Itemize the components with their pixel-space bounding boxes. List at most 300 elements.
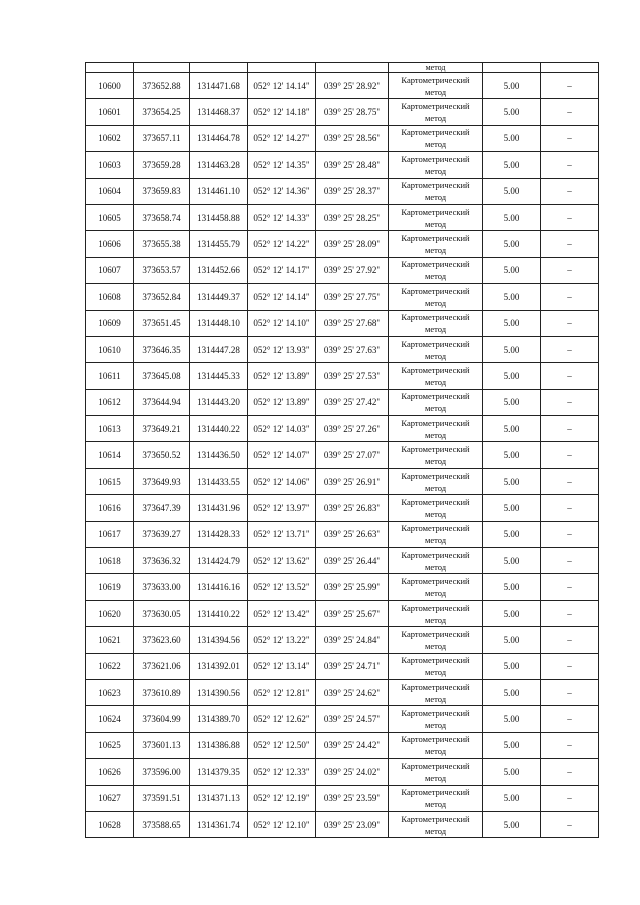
point-number-cell: 10606 — [86, 231, 134, 257]
longitude-cell: 039° 25' 28.37" — [316, 178, 389, 204]
method-cell — [389, 99, 483, 125]
longitude-cell: 039° 25' 23.09" — [316, 811, 389, 837]
method-cell — [389, 732, 483, 758]
latitude-cell: 052° 12' 13.89" — [248, 363, 316, 389]
method-cell — [389, 574, 483, 600]
x-coordinate-cell: 373623.60 — [134, 627, 190, 653]
method-line-2: метод — [424, 403, 447, 414]
point-number-cell: 10601 — [86, 99, 134, 125]
longitude-cell: 039° 25' 26.83" — [316, 495, 389, 521]
point-number-cell: 10628 — [86, 811, 134, 837]
point-number-cell: 10603 — [86, 152, 134, 178]
x-coordinate-cell: 373651.45 — [134, 310, 190, 336]
latitude-cell: 052° 12' 14.22" — [248, 231, 316, 257]
table-row — [86, 548, 599, 574]
note-cell: – — [541, 521, 599, 547]
note-cell: – — [541, 732, 599, 758]
method-line-1: Картометрический — [401, 787, 470, 798]
method-cell — [389, 125, 483, 151]
x-coordinate-cell: 373610.89 — [134, 679, 190, 705]
y-coordinate-cell: 1314371.13 — [190, 785, 248, 811]
method-line-1: Картометрический — [401, 312, 470, 323]
x-coordinate-cell: 373655.38 — [134, 231, 190, 257]
method-line-2: метод — [424, 614, 447, 625]
note-cell: – — [541, 389, 599, 415]
table-row — [86, 732, 599, 758]
x-coordinate-cell: 373645.08 — [134, 363, 190, 389]
note-cell: – — [541, 574, 599, 600]
method-line-2: метод — [424, 350, 447, 361]
table-row — [86, 416, 599, 442]
method-line-2: метод — [424, 456, 447, 467]
method-line-1: Картометрический — [401, 206, 470, 217]
method-line-2: метод — [424, 693, 447, 704]
method-line-2: метод — [424, 113, 447, 124]
method-cell — [389, 73, 483, 99]
latitude-cell: 052° 12' 14.10" — [248, 310, 316, 336]
method-line-1: Картометрический — [401, 496, 470, 507]
latitude-cell: 052° 12' 14.03" — [248, 416, 316, 442]
y-coordinate-cell: 1314455.79 — [190, 231, 248, 257]
point-number-cell: 10624 — [86, 706, 134, 732]
latitude-cell: 052° 12' 12.33" — [248, 759, 316, 785]
longitude-cell: 039° 25' 25.99" — [316, 574, 389, 600]
y-coordinate-cell: 1314424.79 — [190, 548, 248, 574]
longitude-cell: 039° 25' 27.42" — [316, 389, 389, 415]
accuracy-cell: 5.00 — [483, 257, 541, 283]
table-row — [86, 600, 599, 626]
accuracy-cell: 5.00 — [483, 125, 541, 151]
y-coordinate-cell: 1314361.74 — [190, 811, 248, 837]
y-coordinate-cell: 1314463.28 — [190, 152, 248, 178]
x-coordinate-cell: 373652.88 — [134, 73, 190, 99]
table-row — [86, 627, 599, 653]
note-cell: – — [541, 310, 599, 336]
point-number-cell: 10626 — [86, 759, 134, 785]
x-coordinate-cell: 373647.39 — [134, 495, 190, 521]
header-cell — [134, 63, 190, 73]
accuracy-cell: 5.00 — [483, 204, 541, 230]
method-line-1: Картометрический — [401, 233, 470, 244]
method-line-1: Картометрический — [401, 760, 470, 771]
longitude-cell: 039° 25' 24.84" — [316, 627, 389, 653]
table-row — [86, 284, 599, 310]
method-line-2: метод — [424, 192, 447, 203]
longitude-cell: 039° 25' 28.92" — [316, 73, 389, 99]
table-row — [86, 679, 599, 705]
longitude-cell: 039° 25' 27.26" — [316, 416, 389, 442]
longitude-cell: 039° 25' 27.07" — [316, 442, 389, 468]
method-cell — [389, 310, 483, 336]
method-line-2: метод — [424, 535, 447, 546]
longitude-cell: 039° 25' 27.63" — [316, 336, 389, 362]
table-body — [86, 63, 599, 838]
x-coordinate-cell: 373644.94 — [134, 389, 190, 415]
longitude-cell: 039° 25' 24.42" — [316, 732, 389, 758]
longitude-cell: 039° 25' 26.44" — [316, 548, 389, 574]
method-line-2: метод — [424, 720, 447, 731]
x-coordinate-cell: 373588.65 — [134, 811, 190, 837]
note-cell: – — [541, 811, 599, 837]
accuracy-cell: 5.00 — [483, 284, 541, 310]
method-cell — [389, 363, 483, 389]
method-line-2: метод — [424, 799, 447, 810]
note-cell: – — [541, 468, 599, 494]
note-cell: – — [541, 416, 599, 442]
method-line-1: Картометрический — [401, 549, 470, 560]
y-coordinate-cell: 1314431.96 — [190, 495, 248, 521]
method-line-2: метод — [424, 588, 447, 599]
point-number-cell: 10614 — [86, 442, 134, 468]
accuracy-cell: 5.00 — [483, 574, 541, 600]
x-coordinate-cell: 373633.00 — [134, 574, 190, 600]
x-coordinate-cell: 373657.11 — [134, 125, 190, 151]
method-line-2: метод — [424, 746, 447, 757]
point-number-cell: 10625 — [86, 732, 134, 758]
y-coordinate-cell: 1314394.56 — [190, 627, 248, 653]
y-coordinate-cell: 1314436.50 — [190, 442, 248, 468]
note-cell: – — [541, 231, 599, 257]
method-line-2: метод — [424, 482, 447, 493]
x-coordinate-cell: 373630.05 — [134, 600, 190, 626]
header-cell — [316, 63, 389, 73]
accuracy-cell: 5.00 — [483, 627, 541, 653]
latitude-cell: 052° 12' 14.07" — [248, 442, 316, 468]
y-coordinate-cell: 1314416.16 — [190, 574, 248, 600]
latitude-cell: 052° 12' 13.52" — [248, 574, 316, 600]
y-coordinate-cell: 1314390.56 — [190, 679, 248, 705]
x-coordinate-cell: 373646.35 — [134, 336, 190, 362]
y-coordinate-cell: 1314389.70 — [190, 706, 248, 732]
method-line-2: метод — [424, 165, 447, 176]
y-coordinate-cell: 1314458.88 — [190, 204, 248, 230]
table-row — [86, 336, 599, 362]
table-row — [86, 574, 599, 600]
point-number-cell: 10602 — [86, 125, 134, 151]
latitude-cell: 052° 12' 13.89" — [248, 389, 316, 415]
point-number-cell: 10611 — [86, 363, 134, 389]
header-cell — [86, 63, 134, 73]
method-cell — [389, 548, 483, 574]
method-line-2: метод — [424, 245, 447, 256]
longitude-cell: 039° 25' 28.48" — [316, 152, 389, 178]
latitude-cell: 052° 12' 12.50" — [248, 732, 316, 758]
longitude-cell: 039° 25' 27.92" — [316, 257, 389, 283]
y-coordinate-cell: 1314447.28 — [190, 336, 248, 362]
y-coordinate-cell: 1314471.68 — [190, 73, 248, 99]
y-coordinate-cell: 1314461.10 — [190, 178, 248, 204]
table-continuation-row — [86, 63, 599, 73]
note-cell: – — [541, 442, 599, 468]
note-cell: – — [541, 759, 599, 785]
x-coordinate-cell: 373652.84 — [134, 284, 190, 310]
accuracy-cell: 5.00 — [483, 706, 541, 732]
table-row — [86, 706, 599, 732]
x-coordinate-cell: 373650.52 — [134, 442, 190, 468]
latitude-cell: 052° 12' 13.97" — [248, 495, 316, 521]
accuracy-cell: 5.00 — [483, 99, 541, 125]
method-cell — [389, 231, 483, 257]
header-cell — [541, 63, 599, 73]
x-coordinate-cell: 373591.51 — [134, 785, 190, 811]
y-coordinate-cell: 1314445.33 — [190, 363, 248, 389]
point-number-cell: 10612 — [86, 389, 134, 415]
method-cell — [389, 468, 483, 494]
table-row — [86, 759, 599, 785]
method-line-2: метод — [424, 86, 447, 97]
method-cell — [389, 152, 483, 178]
method-cell — [389, 600, 483, 626]
table-row — [86, 231, 599, 257]
method-line-2: метод — [424, 825, 447, 836]
method-line-1: Картометрический — [401, 708, 470, 719]
method-cell — [389, 178, 483, 204]
method-cell — [389, 627, 483, 653]
note-cell: – — [541, 706, 599, 732]
y-coordinate-cell: 1314392.01 — [190, 653, 248, 679]
method-cell — [389, 442, 483, 468]
method-cell — [389, 706, 483, 732]
latitude-cell: 052° 12' 14.06" — [248, 468, 316, 494]
y-coordinate-cell: 1314448.10 — [190, 310, 248, 336]
method-line-2: метод — [424, 218, 447, 229]
longitude-cell: 039° 25' 26.63" — [316, 521, 389, 547]
accuracy-cell: 5.00 — [483, 521, 541, 547]
y-coordinate-cell: 1314452.66 — [190, 257, 248, 283]
longitude-cell: 039° 25' 28.25" — [316, 204, 389, 230]
method-cell — [389, 785, 483, 811]
point-number-cell: 10616 — [86, 495, 134, 521]
latitude-cell: 052° 12' 12.62" — [248, 706, 316, 732]
latitude-cell: 052° 12' 13.14" — [248, 653, 316, 679]
accuracy-cell: 5.00 — [483, 231, 541, 257]
table-row — [86, 442, 599, 468]
table-row — [86, 521, 599, 547]
point-number-cell: 10618 — [86, 548, 134, 574]
accuracy-cell: 5.00 — [483, 759, 541, 785]
note-cell: – — [541, 653, 599, 679]
method-line-1: Картометрический — [401, 655, 470, 666]
x-coordinate-cell: 373653.57 — [134, 257, 190, 283]
method-line-1: Картометрический — [401, 444, 470, 455]
note-cell: – — [541, 600, 599, 626]
longitude-cell: 039° 25' 27.53" — [316, 363, 389, 389]
accuracy-cell: 5.00 — [483, 495, 541, 521]
latitude-cell: 052° 12' 13.62" — [248, 548, 316, 574]
x-coordinate-cell: 373601.13 — [134, 732, 190, 758]
x-coordinate-cell: 373639.27 — [134, 521, 190, 547]
method-line-1: Картометрический — [401, 259, 470, 270]
point-number-cell: 10605 — [86, 204, 134, 230]
method-cell — [389, 257, 483, 283]
longitude-cell: 039° 25' 27.75" — [316, 284, 389, 310]
longitude-cell: 039° 25' 25.67" — [316, 600, 389, 626]
table-row — [86, 653, 599, 679]
note-cell: – — [541, 152, 599, 178]
latitude-cell: 052° 12' 12.81" — [248, 679, 316, 705]
method-line-1: Картометрический — [401, 417, 470, 428]
method-line-1: Картометрический — [401, 734, 470, 745]
note-cell: – — [541, 99, 599, 125]
y-coordinate-cell: 1314449.37 — [190, 284, 248, 310]
coordinates-table — [85, 62, 599, 838]
x-coordinate-cell: 373659.28 — [134, 152, 190, 178]
point-number-cell: 10627 — [86, 785, 134, 811]
note-cell: – — [541, 548, 599, 574]
latitude-cell: 052° 12' 14.33" — [248, 204, 316, 230]
point-number-cell: 10623 — [86, 679, 134, 705]
latitude-cell: 052° 12' 12.19" — [248, 785, 316, 811]
x-coordinate-cell: 373654.25 — [134, 99, 190, 125]
x-coordinate-cell: 373649.93 — [134, 468, 190, 494]
method-line-1: Картометрический — [401, 813, 470, 824]
accuracy-cell: 5.00 — [483, 785, 541, 811]
table-row — [86, 73, 599, 99]
point-number-cell: 10617 — [86, 521, 134, 547]
method-line-1: Картометрический — [401, 576, 470, 587]
longitude-cell: 039° 25' 24.62" — [316, 679, 389, 705]
longitude-cell: 039° 25' 24.71" — [316, 653, 389, 679]
accuracy-cell: 5.00 — [483, 336, 541, 362]
method-cell — [389, 759, 483, 785]
point-number-cell: 10620 — [86, 600, 134, 626]
table-row — [86, 99, 599, 125]
y-coordinate-cell: 1314428.33 — [190, 521, 248, 547]
method-line-1: Картометрический — [401, 127, 470, 138]
method-cell — [389, 389, 483, 415]
y-coordinate-cell: 1314443.20 — [190, 389, 248, 415]
method-line-1: Картометрический — [401, 391, 470, 402]
latitude-cell: 052° 12' 14.36" — [248, 178, 316, 204]
method-line-2: метод — [424, 561, 447, 572]
x-coordinate-cell: 373596.00 — [134, 759, 190, 785]
point-number-cell: 10615 — [86, 468, 134, 494]
accuracy-cell: 5.00 — [483, 600, 541, 626]
table-row — [86, 204, 599, 230]
latitude-cell: 052° 12' 13.42" — [248, 600, 316, 626]
latitude-cell: 052° 12' 14.35" — [248, 152, 316, 178]
point-number-cell: 10607 — [86, 257, 134, 283]
method-cell — [389, 204, 483, 230]
y-coordinate-cell: 1314379.35 — [190, 759, 248, 785]
latitude-cell: 052° 12' 14.17" — [248, 257, 316, 283]
y-coordinate-cell: 1314440.22 — [190, 416, 248, 442]
longitude-cell: 039° 25' 23.59" — [316, 785, 389, 811]
note-cell: – — [541, 363, 599, 389]
note-cell: – — [541, 125, 599, 151]
table-row — [86, 389, 599, 415]
accuracy-cell: 5.00 — [483, 310, 541, 336]
longitude-cell: 039° 25' 26.91" — [316, 468, 389, 494]
x-coordinate-cell: 373658.74 — [134, 204, 190, 230]
method-cell — [389, 679, 483, 705]
table-row — [86, 495, 599, 521]
longitude-cell: 039° 25' 24.02" — [316, 759, 389, 785]
accuracy-cell: 5.00 — [483, 416, 541, 442]
point-number-cell: 10619 — [86, 574, 134, 600]
note-cell: – — [541, 257, 599, 283]
accuracy-cell: 5.00 — [483, 811, 541, 837]
method-line-2: метод — [424, 429, 447, 440]
longitude-cell: 039° 25' 24.57" — [316, 706, 389, 732]
method-line-2: метод — [424, 667, 447, 678]
method-cell — [389, 521, 483, 547]
point-number-cell: 10608 — [86, 284, 134, 310]
accuracy-cell: 5.00 — [483, 178, 541, 204]
method-line-2: метод — [424, 324, 447, 335]
table-row — [86, 785, 599, 811]
method-line-1: Картометрический — [401, 681, 470, 692]
method-line-1: Картометрический — [401, 364, 470, 375]
longitude-cell: 039° 25' 28.09" — [316, 231, 389, 257]
header-cell — [190, 63, 248, 73]
longitude-cell: 039° 25' 28.75" — [316, 99, 389, 125]
accuracy-cell: 5.00 — [483, 468, 541, 494]
point-number-cell: 10613 — [86, 416, 134, 442]
note-cell: – — [541, 284, 599, 310]
note-cell: – — [541, 204, 599, 230]
table-row — [86, 178, 599, 204]
latitude-cell: 052° 12' 13.71" — [248, 521, 316, 547]
method-line-1: Картометрический — [401, 523, 470, 534]
method-line-2: метод — [424, 297, 447, 308]
method-line-1: Картометрический — [401, 628, 470, 639]
table-row — [86, 152, 599, 178]
longitude-cell: 039° 25' 28.56" — [316, 125, 389, 151]
x-coordinate-cell: 373636.32 — [134, 548, 190, 574]
method-line-1: Картометрический — [401, 74, 470, 85]
point-number-cell: 10610 — [86, 336, 134, 362]
method-cell — [389, 811, 483, 837]
accuracy-cell: 5.00 — [483, 363, 541, 389]
y-coordinate-cell: 1314468.37 — [190, 99, 248, 125]
point-number-cell: 10604 — [86, 178, 134, 204]
accuracy-cell: 5.00 — [483, 653, 541, 679]
accuracy-cell: 5.00 — [483, 548, 541, 574]
method-line-1: Картометрический — [401, 285, 470, 296]
accuracy-cell: 5.00 — [483, 389, 541, 415]
x-coordinate-cell: 373621.06 — [134, 653, 190, 679]
method-cell — [389, 284, 483, 310]
table-row — [86, 125, 599, 151]
method-line-1: Картометрический — [401, 101, 470, 112]
point-number-cell: 10609 — [86, 310, 134, 336]
latitude-cell: 052° 12' 12.10" — [248, 811, 316, 837]
longitude-cell: 039° 25' 27.68" — [316, 310, 389, 336]
method-cell — [389, 495, 483, 521]
header-cell — [248, 63, 316, 73]
method-line-1: Картометрический — [401, 470, 470, 481]
latitude-cell: 052° 12' 13.22" — [248, 627, 316, 653]
method-line-2: метод — [424, 376, 447, 387]
accuracy-cell: 5.00 — [483, 442, 541, 468]
y-coordinate-cell: 1314410.22 — [190, 600, 248, 626]
point-number-cell: 10600 — [86, 73, 134, 99]
latitude-cell: 052° 12' 14.14" — [248, 284, 316, 310]
note-cell: – — [541, 679, 599, 705]
note-cell: – — [541, 495, 599, 521]
note-cell: – — [541, 785, 599, 811]
latitude-cell: 052° 12' 13.93" — [248, 336, 316, 362]
table-row — [86, 310, 599, 336]
note-cell: – — [541, 627, 599, 653]
x-coordinate-cell: 373659.83 — [134, 178, 190, 204]
note-cell: – — [541, 178, 599, 204]
method-line-2: метод — [424, 139, 447, 150]
note-cell: – — [541, 73, 599, 99]
accuracy-cell: 5.00 — [483, 152, 541, 178]
y-coordinate-cell: 1314464.78 — [190, 125, 248, 151]
